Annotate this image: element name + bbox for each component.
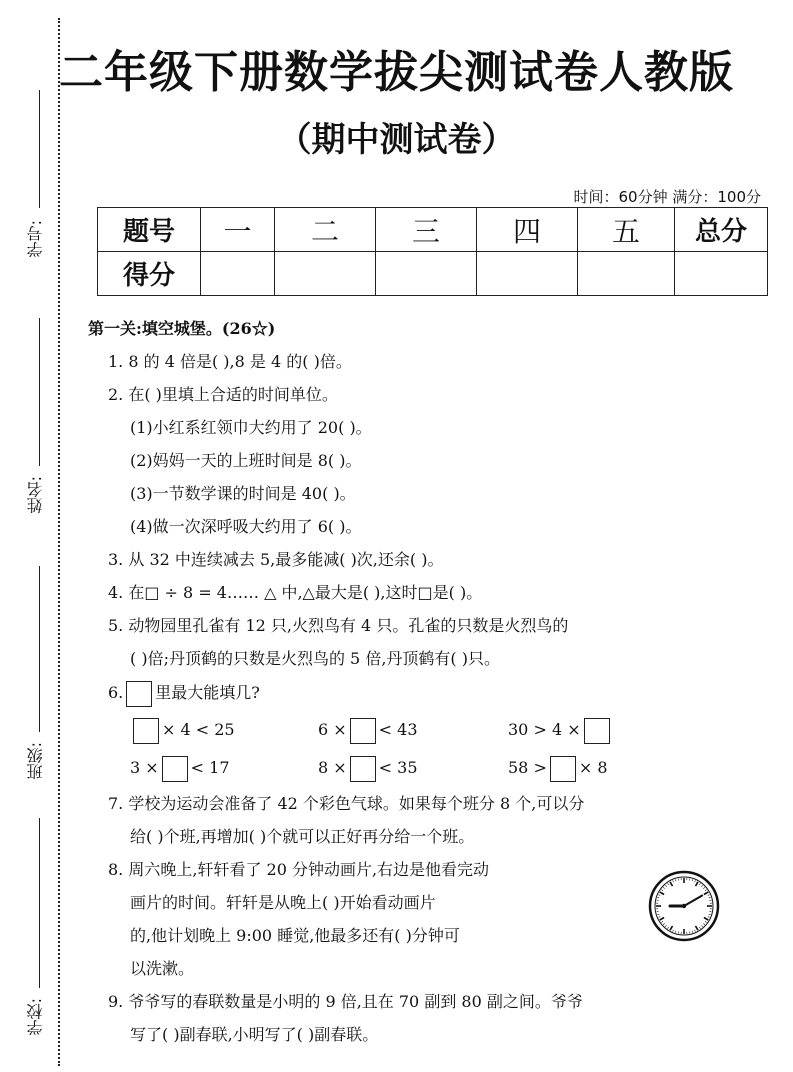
inequality-suffix: < 43 [378,720,418,739]
inequality-prefix: 8 × [318,758,347,777]
inequality-item [508,711,613,749]
inequality-prefix: 3 × [130,758,159,777]
answer-box[interactable] [162,756,188,782]
question-6-number: 6. [108,683,124,702]
score-input-cell[interactable] [477,252,578,296]
name-line [39,318,40,466]
student-id-label: 学号: [26,220,45,258]
question-9-line-1: 9. 爷爷写的春联数量是小明的 9 倍,且在 70 副到 80 副之间。爷爷 [108,992,583,1011]
question-6-text: 里最大能填几? [155,683,260,702]
score-header-cell: 四 [477,208,578,252]
question-8-line-1: 8. 周六晚上,轩轩看了 20 分钟动画片,右边是他看完动 [108,860,490,879]
class-line [39,566,40,732]
inequality-row-2 [88,749,768,787]
question-8-line-4: 以洗漱。 [130,959,195,978]
score-header-cell: 总分 [675,208,768,252]
class-field[interactable] [18,566,45,786]
inequality-prefix: 30 > 4 × [508,720,581,739]
score-input-cell[interactable] [201,252,275,296]
inequality-prefix: 58 > [508,758,547,777]
inequality-suffix: × 4 < 25 [162,720,235,739]
question-8-line-3: 的,他计划晚上 9:00 睡觉,他最多还有( )分钟可 [130,926,460,945]
clock-icon [648,870,720,942]
inequality-suffix: < 35 [378,758,418,777]
answer-box[interactable] [584,718,610,744]
inequality-item [130,711,235,749]
inequality-suffix: < 17 [190,758,230,777]
question-2-sub-4: (4)做一次深呼吸大约用了 6( )。 [130,517,362,536]
score-header-cell: 一 [201,208,275,252]
question-7-line-1: 7. 学校为运动会准备了 42 个彩色气球。如果每个班分 8 个,可以分 [108,794,585,813]
section-title: 第一关:填空城堡。(26☆) [88,319,276,338]
inequality-item [508,749,608,787]
score-row-label: 得分 [98,252,201,296]
score-header-cell: 五 [578,208,675,252]
answer-box[interactable] [133,718,159,744]
question-5-line-1: 5. 动物园里孔雀有 12 只,火烈鸟有 4 只。孔雀的只数是火烈鸟的 [108,616,569,635]
page-title: 二年级下册数学拔尖测试卷人教版 [59,47,734,98]
name-label: 姓名: [26,476,45,514]
page-subtitle: （期中测试卷） [277,120,516,160]
score-input-cell[interactable] [376,252,477,296]
score-table-header-row [98,208,768,252]
question-3: 3. 从 32 中连续减去 5,最多能减( )次,还余( )。 [108,550,444,569]
answer-box[interactable] [350,756,376,782]
question-7-line-2: 给( )个班,再增加( )个就可以正好再分给一个班。 [130,827,475,846]
question-1: 1. 8 的 4 倍是( ),8 是 4 的( )倍。 [108,352,352,371]
inequality-row-1 [88,711,768,749]
name-field[interactable] [18,318,45,518]
school-field[interactable] [18,818,45,1044]
school-line [39,818,40,988]
question-2-sub-1: (1)小红系红领巾大约用了 20( )。 [130,418,372,437]
question-5-line-2: ( )倍;丹顶鹤的只数是火烈鸟的 5 倍,丹顶鹤有( )只。 [130,649,500,668]
inequality-item [318,711,418,749]
question-2-sub-2: (2)妈妈一天的上班时间是 8( )。 [130,451,362,470]
score-header-cell: 二 [275,208,376,252]
question-2: 2. 在( )里填上合适的时间单位。 [108,385,338,404]
score-header-cell: 三 [376,208,477,252]
class-label: 班级: [26,742,45,780]
inequality-item [130,749,230,787]
question-2-sub-3: (3)一节数学课的时间是 40( )。 [130,484,356,503]
score-table-score-row [98,252,768,296]
school-label: 学校: [26,998,45,1036]
score-input-cell[interactable] [275,252,376,296]
inequality-item [318,749,418,787]
answer-box[interactable] [550,756,576,782]
score-header-cell: 题号 [98,208,201,252]
score-input-cell[interactable] [675,252,768,296]
time-info: 时间：60分钟 满分：100分 [573,188,761,206]
question-9-line-2: 写了( )副春联,小明写了( )副春联。 [130,1025,379,1044]
question-4: 4. 在□ ÷ 8 = 4…… △ 中,△最大是( ),这时□是( )。 [108,583,483,602]
question-6 [88,675,768,711]
answer-box[interactable] [126,681,152,707]
answer-box[interactable] [350,718,376,744]
question-8-line-2: 画片的时间。轩轩是从晚上( )开始看动画片 [130,893,436,912]
clock-center [682,904,686,908]
inequality-suffix: × 8 [578,758,608,777]
score-table [97,207,768,296]
score-input-cell[interactable] [578,252,675,296]
inequality-prefix: 6 × [318,720,347,739]
binding-dotted-line [58,18,60,1066]
